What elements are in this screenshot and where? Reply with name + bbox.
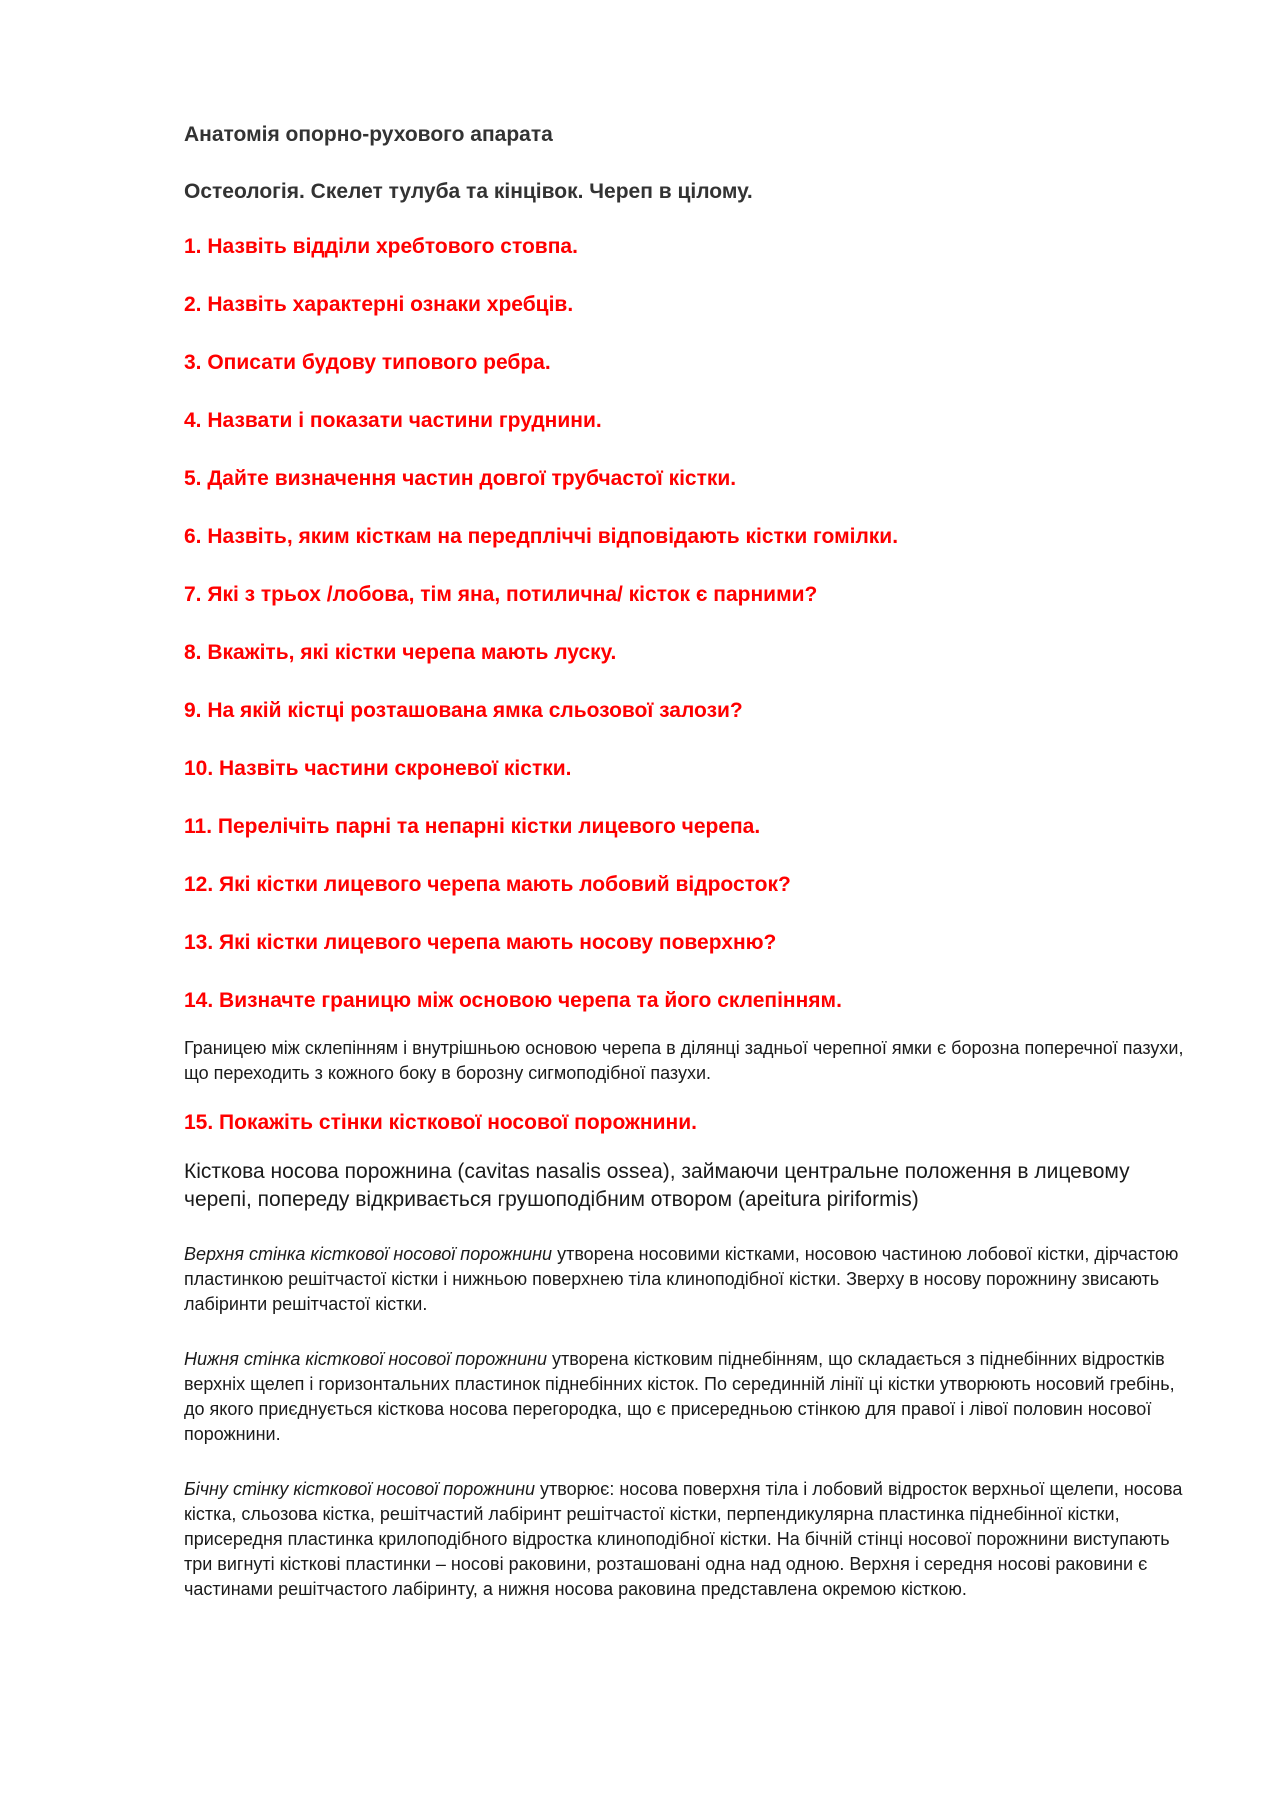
question-10: 10. Назвіть частини скроневої кістки.: [184, 757, 572, 780]
lower-wall-paragraph: [184, 1347, 1194, 1447]
upper-wall-text: утворена носовими кістками, носовою частиною лобової кістки, дірчастою пластинкою решітчастої кістки і нижньою поверхнею тіла клиноподібної кістки. Зверху в носову порожнину звисають лабіринти решітчастої кістки.: [184, 1244, 1179, 1314]
answer-14: Границею між склепінням і внутрішньою основою черепа в ділянці задньої черепної ямки є борозна поперечної пазухи, що переходить з кожного боку в борозну сигмоподібної пазухи.: [184, 1038, 1184, 1083]
upper-wall-paragraph: [184, 1242, 1194, 1317]
question-15: 15. Покажіть стінки кісткової носової порожнини.: [184, 1111, 697, 1134]
question-13: 13. Які кістки лицевого черепа мають носову поверхню?: [184, 931, 777, 954]
document-page: [184, 120, 1194, 1632]
document-subtitle: Остеологія. Скелет тулуба та кінцівок. Череп в цілому.: [184, 180, 753, 203]
question-12: 12. Які кістки лицевого черепа мають лобовий відросток?: [184, 873, 791, 896]
question-9: 9. На якій кістці розташована ямка сльозової залози?: [184, 699, 743, 722]
answer-15-intro: Кісткова носова порожнина (cavitas nasalis ossea), займаючи центральне положення в лицевому черепі, попереду відкривається грушоподібним отвором (apeitura piriformis): [184, 1160, 1130, 1211]
question-2: 2. Назвіть характерні ознаки хребців.: [184, 293, 574, 316]
question-1: 1. Назвіть відділи хребтового стовпа.: [184, 235, 578, 258]
question-4: 4. Назвати і показати частини груднини.: [184, 409, 602, 432]
question-8: 8. Вкажіть, які кістки черепа мають луску.: [184, 641, 617, 664]
question-6: 6. Назвіть, яким кісткам на передпліччі відповідають кістки гомілки.: [184, 525, 899, 548]
lower-wall-text: утворена кістковим піднебінням, що складається з піднебінних відростків верхніх щелеп і горизонтальних пластинок піднебінних кісток. По серединній лінії ці кістки утворюють носовий гребінь, до якого приєднується кісткова носова перегородка, що є присередньою стінкою для правої і лівої половин носової порожнини.: [184, 1349, 1175, 1444]
question-11: 11. Перелічіть парні та непарні кістки лицевого черепа.: [184, 815, 761, 838]
lateral-wall-text: утворює: носова поверхня тіла і лобовий відросток верхньої щелепи, носова кістка, сльозова кістка, решітчастий лабіринт решітчастої кістки, перпендикулярна пластинка піднебінної кістки, присередня пластинка крилоподібного відростка клиноподібної кістки. На бічній стінці носової порожнини виступають три вигнуті кісткові пластинки – носові раковини, розташовані одна над одною. Верхня і середня носові раковини є частинами решітчастого лабіринту, а нижня носова раковина представлена окремою кісткою.: [184, 1479, 1183, 1599]
question-3: 3. Описати будову типового ребра.: [184, 351, 551, 374]
lower-wall-term: Нижня стінка кісткової носової порожнини: [184, 1349, 548, 1369]
lateral-wall-term: Бічну стінку кісткової носової порожнини: [184, 1479, 536, 1499]
question-5: 5. Дайте визначення частин довгої трубчастої кістки.: [184, 467, 737, 490]
lateral-wall-paragraph: [184, 1477, 1194, 1602]
question-7: 7. Які з трьох /лобова, тім яна, потилична/ кісток є парними?: [184, 583, 818, 606]
document-title: Анатомія опорно-рухового апарата: [184, 123, 553, 146]
question-14: 14. Визначте границю між основою черепа та його склепінням.: [184, 989, 842, 1012]
upper-wall-term: Верхня стінка кісткової носової порожнини: [184, 1244, 553, 1264]
